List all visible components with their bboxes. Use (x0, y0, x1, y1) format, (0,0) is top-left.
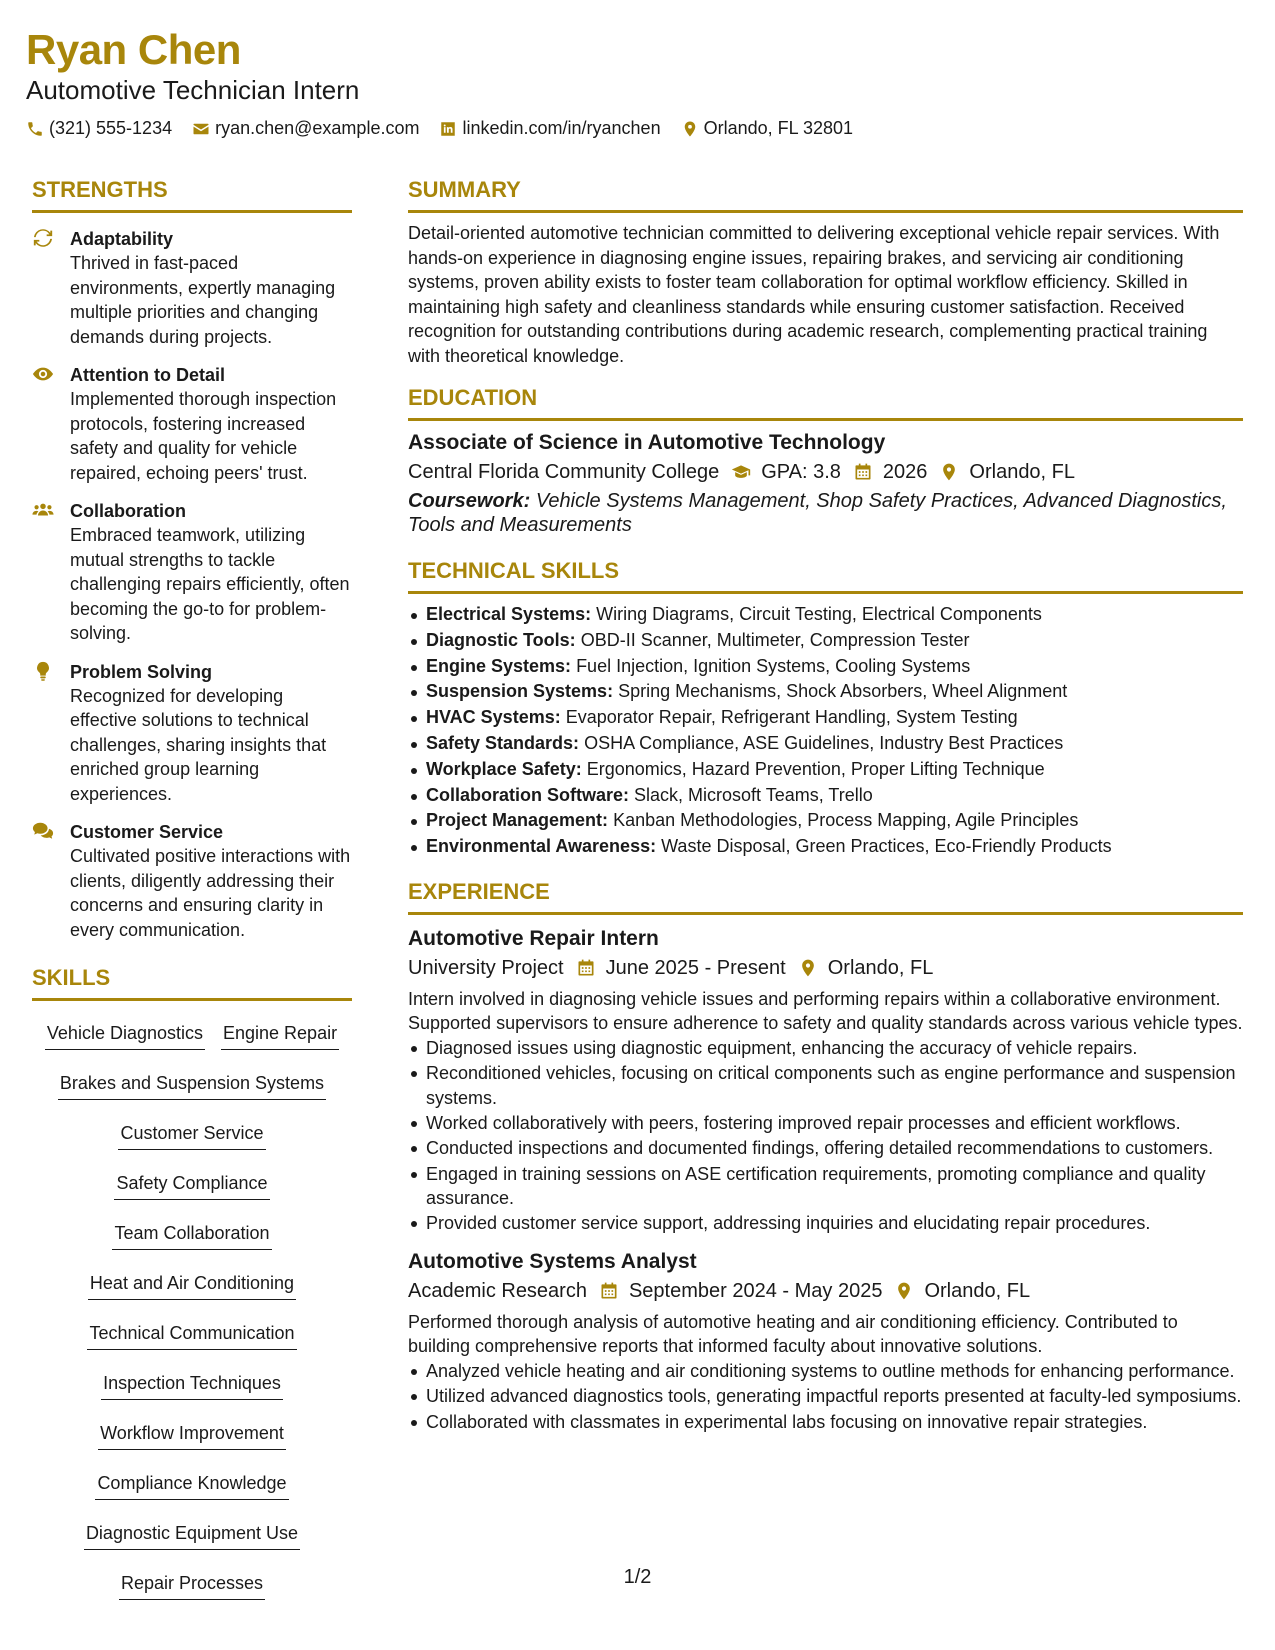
skill-label: Engine Systems: (426, 655, 572, 676)
list-item (408, 783, 1243, 809)
contact-linkedin[interactable] (439, 118, 660, 139)
skill-label: Diagnostic Tools: (426, 629, 576, 650)
job-dates-item (576, 953, 786, 983)
resume-header (26, 26, 1246, 139)
skill-chip: Brakes and Suspension Systems (58, 1065, 326, 1100)
strength-item (32, 227, 352, 349)
skill-chip: Repair Processes (119, 1565, 265, 1600)
list-item (408, 602, 1243, 628)
strength-desc: Recognized for developing effective solutions to technical challenges, sharing insights that enriched group learning experiences. (70, 685, 327, 804)
comments-icon (32, 820, 54, 842)
list-item: Worked collaboratively with peers, fostering improved repair processes and efficient workflows. (408, 1111, 1243, 1136)
list-item (408, 654, 1243, 680)
strength-title: Problem Solving (70, 661, 213, 682)
summary-heading: SUMMARY (408, 176, 1243, 213)
list-item (408, 808, 1243, 834)
lightbulb-icon (32, 660, 54, 682)
education-meta (408, 457, 1243, 487)
email-link[interactable]: ryan.chen@example.com (215, 118, 420, 138)
graduation-cap-icon (731, 462, 751, 482)
skill-label: HVAC Systems: (426, 707, 561, 728)
job-entry (408, 925, 1243, 1236)
map-marker-icon (681, 120, 699, 138)
skill-chip: Inspection Techniques (101, 1365, 283, 1400)
skill-value: Ergonomics, Hazard Prevention, Proper Lifting Technique (586, 758, 1045, 779)
job-dates: September 2024 - May 2025 (628, 1279, 883, 1302)
coursework (408, 489, 1243, 537)
strength-desc: Thrived in fast-paced environments, expertly managing multiple priorities and changing demands during projects. (70, 253, 336, 347)
skill-chip: Compliance Knowledge (95, 1465, 288, 1500)
strength-item (32, 820, 352, 942)
list-item: Utilized advanced diagnostics tools, generating impactful reports presented at faculty-led symposiums. (408, 1384, 1243, 1409)
strength-title: Customer Service (70, 822, 224, 842)
list-item: Collaborated with classmates in experimental labs focusing on innovative repair strategies. (408, 1410, 1243, 1435)
skill-label: Safety Standards: (426, 732, 580, 753)
calendar-icon (853, 462, 873, 482)
technical-skills-heading: TECHNICAL SKILLS (408, 557, 1243, 594)
list-item (408, 757, 1243, 783)
strength-desc: Embraced teamwork, utilizing mutual strengths to tackle challenging repairs efficiently, often becoming the go-to for problem-solving. (70, 525, 350, 643)
skill-value: Spring Mechanisms, Shock Absorbers, Wheel Alignment (618, 681, 1068, 702)
eye-icon (32, 363, 54, 385)
degree-title: Associate of Science in Automotive Technology (408, 431, 886, 454)
skill-chip: Safety Compliance (114, 1165, 269, 1200)
list-item: Diagnosed issues using diagnostic equipment, enhancing the accuracy of vehicle repairs. (408, 1036, 1243, 1061)
job-dates-item (599, 1276, 883, 1306)
job-meta (408, 1276, 1243, 1306)
strength-item (32, 660, 352, 807)
strength-title: Adaptability (70, 229, 174, 249)
list-item: Reconditioned vehicles, focusing on critical components such as engine performance and suspension systems. (408, 1061, 1243, 1110)
job-bullets (408, 1359, 1243, 1434)
list-item (408, 679, 1243, 705)
skill-value: Kanban Methodologies, Process Mapping, Agile Principles (613, 810, 1079, 831)
list-item: Provided customer service support, addressing inquiries and elucidating repair procedures. (408, 1211, 1243, 1236)
list-item (408, 834, 1243, 860)
skill-chip: Technical Communication (87, 1315, 296, 1350)
coursework-label: Coursework: (408, 490, 531, 512)
left-column (32, 176, 352, 1615)
skill-label: Project Management: (426, 810, 609, 831)
skill-value: OBD-II Scanner, Multimeter, Compression Tester (580, 629, 970, 650)
skill-value: Waste Disposal, Green Practices, Eco-Friendly Products (661, 836, 1112, 857)
skill-value: Evaporator Repair, Refrigerant Handling, System Testing (565, 707, 1018, 728)
job-location: Orlando, FL (827, 956, 934, 979)
job-description: Performed thorough analysis of automotive heating and air conditioning efficiency. Contributed to building comprehensive reports that informed faculty about innovative solutions. (408, 1311, 1178, 1357)
gpa-text: GPA: 3.8 (761, 461, 841, 483)
job-bullets (408, 1036, 1243, 1236)
job-location-item (894, 1276, 1030, 1306)
school-name: Central Florida Community College (408, 461, 720, 483)
job-org: University Project (408, 956, 564, 979)
strength-title: Attention to Detail (70, 365, 225, 385)
envelope-icon (192, 120, 210, 138)
skill-chip: Engine Repair (221, 1015, 339, 1050)
map-marker-icon (798, 958, 818, 978)
contact-email[interactable] (192, 118, 419, 139)
skill-label: Collaboration Software: (426, 784, 630, 805)
strength-desc: Cultivated positive interactions with clients, diligently addressing their concerns and ensuring clarity in every communication. (70, 846, 351, 940)
job-entry (408, 1248, 1243, 1434)
sync-icon (32, 227, 54, 249)
location-text: Orlando, FL 32801 (703, 118, 854, 138)
skill-chip: Workflow Improvement (98, 1415, 286, 1450)
linkedin-link[interactable]: linkedin.com/in/ryanchen (462, 118, 661, 138)
summary-text: Detail-oriented automotive technician committed to delivering exceptional vehicle repair services. With hands-on experience in diagnosing engine issues, repairing brakes, and servicing air conditioning systems, proven ability exists to foster team collaboration for optimal workflow efficiency. Skilled in maintaining high safety and cleanliness standards while ensuring customer satisfaction. Received recognition for outstanding contributions during academic research, complementing practical training with theoretical knowledge. (408, 223, 1220, 366)
skills-list (32, 1015, 352, 1615)
list-item (408, 628, 1243, 654)
calendar-icon (576, 958, 596, 978)
map-marker-icon (939, 462, 959, 482)
skill-chip: Customer Service (118, 1115, 265, 1150)
job-title: Automotive Repair Intern (408, 926, 659, 950)
skill-chip: Vehicle Diagnostics (45, 1015, 205, 1050)
list-item: Engaged in training sessions on ASE certification requirements, promoting compliance and quality assurance. (408, 1162, 1243, 1211)
edu-location-item (939, 457, 1075, 487)
year-text: 2026 (882, 461, 928, 483)
job-org: Academic Research (408, 1279, 587, 1302)
skill-label: Electrical Systems: (426, 604, 592, 624)
map-marker-icon (894, 1281, 914, 1301)
edu-location-text: Orlando, FL (969, 461, 1076, 483)
right-column (408, 176, 1243, 1435)
users-icon (32, 499, 54, 521)
skill-label: Workplace Safety: (426, 758, 582, 779)
contact-bar (26, 118, 1246, 139)
strength-item (32, 499, 352, 646)
coursework-text: Vehicle Systems Management, Shop Safety Practices, Advanced Diagnostics, Tools and Measurements (408, 490, 1227, 536)
skill-label: Environmental Awareness: (426, 836, 657, 857)
list-item (408, 705, 1243, 731)
phone-icon (26, 120, 44, 138)
skill-chip: Diagnostic Equipment Use (84, 1515, 300, 1550)
strength-desc: Implemented thorough inspection protocols, fostering increased safety and quality for vehicle repaired, echoing peers' trust. (70, 389, 337, 483)
skill-value: Wiring Diagrams, Circuit Testing, Electrical Components (596, 604, 1042, 624)
skill-label: Suspension Systems: (426, 681, 614, 702)
skill-chip: Heat and Air Conditioning (88, 1265, 296, 1300)
list-item: Analyzed vehicle heating and air conditioning systems to outline methods for enhancing performance. (408, 1359, 1243, 1384)
list-item: Conducted inspections and documented findings, offering detailed recommendations to customers. (408, 1136, 1243, 1161)
calendar-icon (599, 1281, 619, 1301)
linkedin-icon (439, 120, 457, 138)
phone-text: (321) 555-1234 (49, 118, 173, 138)
skill-value: Fuel Injection, Ignition Systems, Cooling Systems (576, 655, 971, 676)
job-dates: June 2025 - Present (605, 956, 786, 979)
education-heading: EDUCATION (408, 384, 1243, 421)
technical-skills-list (408, 602, 1243, 860)
skill-chip: Team Collaboration (112, 1215, 271, 1250)
skill-value: OSHA Compliance, ASE Guidelines, Industry Best Practices (584, 732, 1064, 753)
gpa-item (731, 457, 841, 487)
job-description: Intern involved in diagnosing vehicle issues and performing repairs within a collaborative environment. Supported supervisors to ensure adherence to safety and quality standards across various vehicle types. (408, 988, 1243, 1034)
job-location-item (798, 953, 934, 983)
skills-heading: SKILLS (32, 964, 352, 1001)
candidate-name: Ryan Chen (26, 26, 241, 73)
skill-value: Slack, Microsoft Teams, Trello (634, 784, 873, 805)
job-location: Orlando, FL (924, 1279, 1031, 1302)
list-item (408, 731, 1243, 757)
strength-title: Collaboration (70, 501, 186, 521)
experience-heading: EXPERIENCE (408, 878, 1243, 915)
strength-item (32, 363, 352, 485)
year-item (853, 457, 928, 487)
candidate-role: Automotive Technician Intern (26, 75, 360, 105)
job-meta (408, 953, 1243, 983)
page-number: 1/2 (623, 1566, 652, 1588)
contact-location (681, 118, 853, 139)
contact-phone (26, 118, 172, 139)
job-title: Automotive Systems Analyst (408, 1249, 697, 1273)
strengths-heading: STRENGTHS (32, 176, 352, 213)
